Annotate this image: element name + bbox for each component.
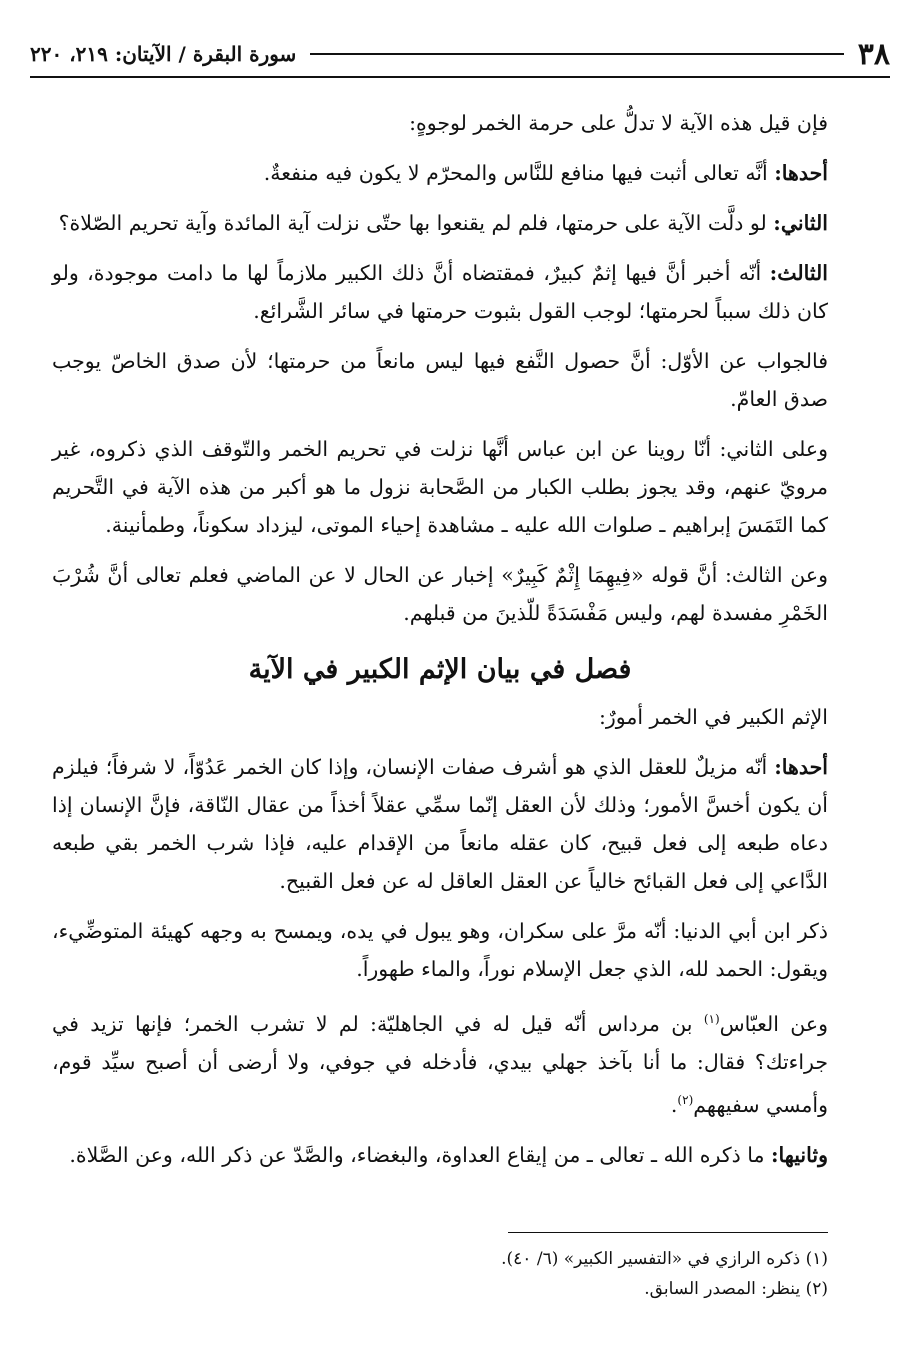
section-heading: فصل في بيان الإثم الكبير في الآية: [248, 654, 632, 685]
paragraph: وثانيها: ما ذكره الله ـ تعالى ـ من إيقاع العداوة، والبغضاء، والصَّدّ عن ذكر الله، وعن الصَّلاة.: [69, 1142, 828, 1167]
footnote: (٢) ينظر: المصدر السابق.: [644, 1279, 828, 1299]
paragraph-lead: الثاني:: [773, 211, 828, 235]
paragraph: الثالث: أنّه أخبر أنَّ فيها إثمٌ كبيرٌ، فمقتضاه أنَّ ذلك الكبير ملازماً لها ما دامت موجودة، ولو كان ذلك سبباً لحرمتها؛ لوجب القول بثبوت حرمتها في سائر الشَّرائع.: [52, 261, 828, 323]
paragraph-lead: أحدها:: [774, 161, 828, 185]
paragraph-lead: أحدها:: [774, 755, 828, 779]
paragraph: أحدها: أنَّه تعالى أثبت فيها منافع للنَّاس والمحرّم لا يكون فيه منفعةٌ.: [263, 161, 828, 185]
footnotes: [52, 1244, 828, 1304]
header-line: [310, 53, 843, 55]
paragraph: أحدها: أنّه مزيلٌ للعقل الذي هو أشرف صفات الإنسان، وإذا كان الخمر عَدُوّاً، لا شرفاً؛ فيلزم أن يكون أخسَّ الأمور؛ وذلك لأن العقل إنّما سمِّي عقلاً أخذاً من عقال النّاقة، فإنَّ الإنسان إذا دعاه طبعه إلى فعل قبيح، كان عقله مانعاً من الإقدام عليه، فإذا شرب الخمر بقي طبعه الدَّاعي إلى فعل القبائح خالياً عن العقل العاقل له عن فعل القبيح.: [52, 755, 828, 893]
paragraph-lead: وثانيها:: [770, 1142, 828, 1167]
header-rule: [30, 76, 890, 78]
footnote-ref[interactable]: (٢): [677, 1092, 694, 1107]
main-text: [52, 104, 828, 1186]
footnote: (١) ذكره الرازي في «التفسير الكبير» (٦/ ٤٠).: [501, 1249, 828, 1269]
paragraph: فإن قيل هذه الآية لا تدلُّ على حرمة الخمر لوجوهٍ:: [409, 111, 828, 135]
paragraph-lead: الثالث:: [769, 261, 828, 285]
running-header: [30, 34, 890, 74]
running-title: سورة البقرة / الآيتان: ٢١٩، ٢٢٠: [30, 42, 297, 66]
paragraph: الثاني: لو دلَّت الآية على حرمتها، فلم لم يقنعوا بها حتّى نزلت آية المائدة وآية تحريم الصّلاة؟: [58, 211, 828, 235]
paragraph: وعلى الثاني: أنّا روينا عن ابن عباس أنَّها نزلت في تحريم الخمر والتّوقف الذي ذكروه، غير مرويّ عنهم، وقد يجوز بطلب الكبار من الصَّحابة نزول ما هو أكبر من هذه الآية في التَّحريم كما التَمَسَ إبراهيم ـ صلوات الله عليه ـ مشاهدة إحياء الموتى، ليزداد سكوناً، وطمأنينة.: [52, 437, 828, 537]
footnote-separator: [508, 1232, 828, 1233]
paragraph: فالجواب عن الأوّل: أنَّ حصول النَّفع فيها ليس مانعاً من حرمتها؛ لأن صدق الخاصّ يوجب صدق العامّ.: [52, 349, 828, 411]
paragraph: وعن الثالث: أنَّ قوله «فِيهِمَا إِثْمٌ كَبِيرٌ» إخبار عن الحال لا عن الماضي فعلم تعالى أنَّ شُرْبَ الخَمْرِ مفسدة لهم، وليس مَفْسَدَةً للّذينَ من قبلهم.: [52, 563, 828, 625]
footnote-ref[interactable]: (١): [703, 1012, 720, 1026]
paragraph: الإثم الكبير في الخمر أمورٌ:: [598, 705, 828, 729]
paragraph: وعن العبّاس$^{(١)}$ بن مرداس أنّه قيل له في الجاهليّة: لم لا تشرب الخمر؛ فإنها تزيد في جراءتك؟ فقال: ما أنا بآخذ جهلي بيدي، فأدخله في جوفي، ولا أرضى أن أصبح سيِّد قوم، وأمسي سفيههم$^{(٢)}$.: [52, 1011, 828, 1117]
page-number: ٣٨: [857, 36, 890, 72]
paragraph: ذكر ابن أبي الدنيا: أنّه مرَّ على سكران، وهو يبول في يده، ويمسح به وجهه كهيئة المتوضِّيء، ويقول: الحمد لله، الذي جعل الإسلام نوراً، والماء طهوراً.: [52, 919, 828, 981]
